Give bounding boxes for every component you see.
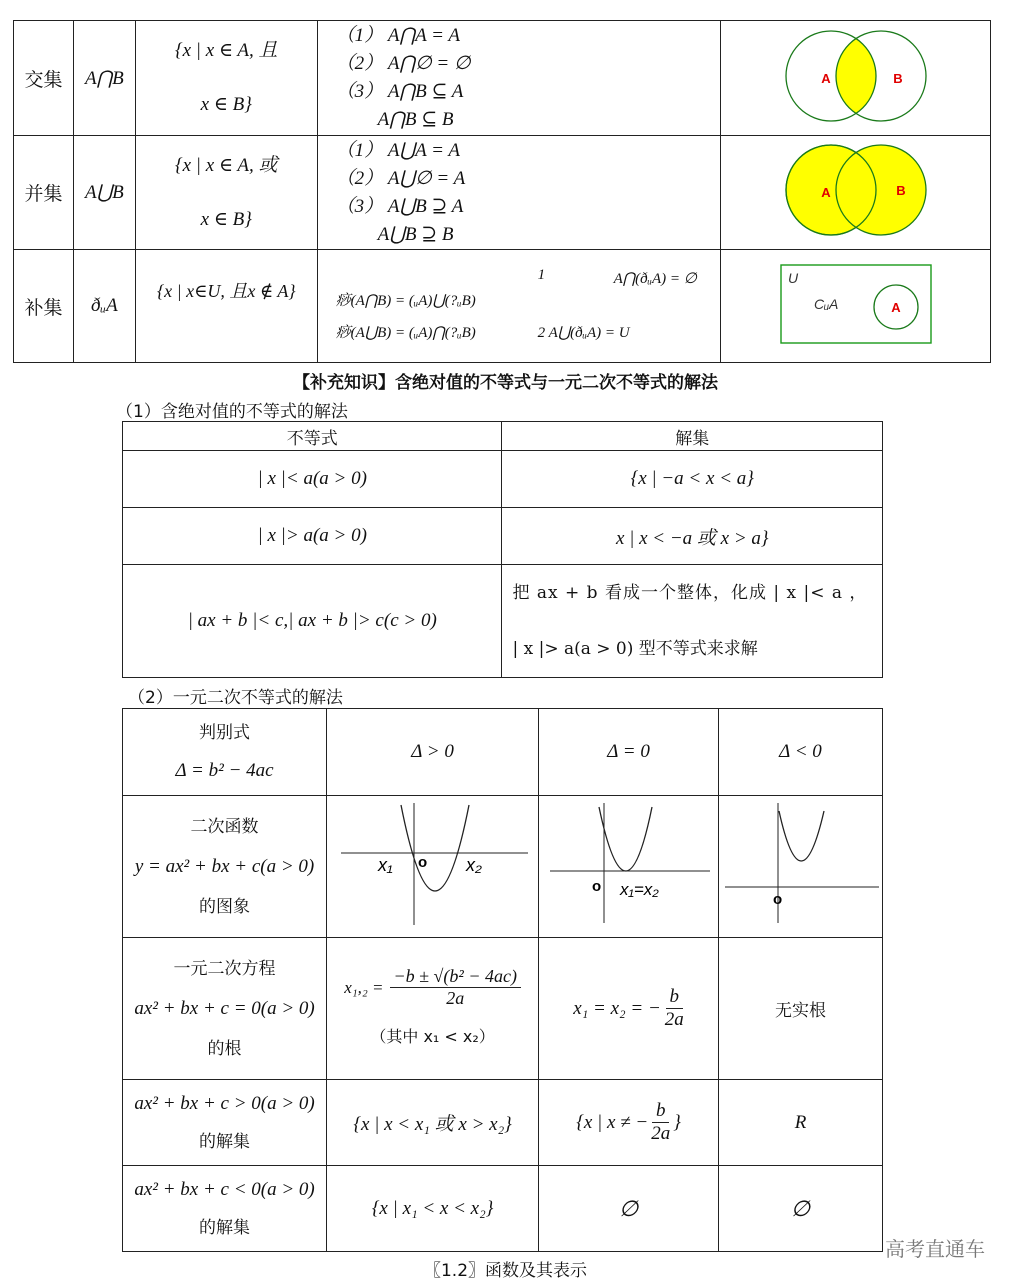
definition-line: {x | x ∈ A, 或 — [175, 154, 278, 176]
property-line: （1） A⋂A = A — [335, 25, 460, 46]
intersection-venn-diagram — [776, 26, 936, 126]
origin-label: o — [417, 854, 427, 871]
universe-rect — [781, 265, 931, 343]
parabola-two-roots-graph — [333, 799, 533, 929]
set-b-circle — [836, 145, 926, 235]
definition-line: x ∈ B} — [200, 94, 252, 115]
union-row — [14, 136, 991, 250]
set-properties — [317, 136, 721, 250]
venn-label-b: B — [892, 70, 903, 86]
formula-numerator: b — [666, 986, 684, 1009]
definition-line: {x | x∈U, 且x ∉ A} — [156, 281, 296, 301]
root-x2-label: x₂ — [465, 855, 482, 875]
set-symbol: ðᵤA — [73, 250, 135, 363]
set-properties — [317, 250, 721, 363]
table-header — [123, 422, 883, 451]
property-line: （3） A⋂B ⊆ A — [335, 81, 464, 102]
solution-line: 把 ax + b 看成一个整体，化成 | x |< a ， — [512, 583, 868, 603]
formula-denominator: 2a — [664, 1009, 684, 1030]
label-line: 一元二次方程 — [173, 958, 276, 979]
formula-denominator: 2a — [446, 988, 465, 1008]
property-line: （2） A⋂∅ = ∅ — [335, 53, 471, 74]
greater-than-row — [123, 1080, 883, 1166]
inequality-cell: | ax + b |< c,| ax + b |> c(c > 0) — [123, 565, 502, 678]
lt-negative-cell: ∅ — [719, 1166, 883, 1252]
formula-numerator: −b ± √(b² − 4ac) — [390, 966, 521, 988]
row-label — [123, 1080, 327, 1166]
gt-zero-cell — [539, 1080, 719, 1166]
root-x1-label: x₁ — [377, 855, 393, 875]
case-zero: Δ = 0 — [539, 709, 719, 796]
origin-label: o — [772, 891, 782, 908]
property-line: A⋂B ⊆ B — [377, 109, 454, 130]
venn-label-b: B — [895, 183, 906, 198]
quad-section-title: （2）一元二次不等式的解法 — [128, 688, 343, 708]
definition-line: {x | x ∈ A, 且 — [175, 40, 278, 61]
abs-section-title: （1）含绝对值的不等式的解法 — [116, 402, 348, 422]
label-line: Δ = b² − 4ac — [175, 760, 274, 781]
parabola-double-root-graph — [544, 799, 714, 929]
table-row — [123, 451, 883, 508]
set-symbol: A⋂B — [73, 21, 135, 136]
venn-label-a: A — [820, 185, 831, 200]
graph-negative-cell — [719, 796, 883, 938]
set-symbol: A⋃B — [73, 136, 135, 250]
label-line: ax² + bx + c > 0(a > 0) — [134, 1092, 315, 1114]
formula-pre: {x | x ≠ − — [576, 1111, 649, 1133]
roots-zero-cell — [539, 938, 719, 1080]
gt-zero-formula — [576, 1100, 681, 1145]
formula-fraction — [390, 966, 521, 1009]
sets-table — [13, 20, 991, 363]
formula-denominator: 2a — [651, 1123, 671, 1144]
set-definition — [135, 21, 317, 136]
complement-properties-box — [318, 251, 721, 361]
formula-fraction — [651, 1100, 670, 1145]
label-line: 的图象 — [199, 896, 251, 917]
property-line: 痧(A⋂B) = (ᵤA)⋃(?ᵤB) — [335, 293, 476, 309]
complement-row — [14, 250, 991, 363]
definition-line: x ∈ B} — [200, 208, 252, 230]
solution-line: | x |> a(a > 0) 型不等式来求解 — [512, 639, 758, 659]
label-line: 二次函数 — [190, 816, 259, 837]
table-row — [123, 565, 883, 678]
origin-label: o — [591, 878, 601, 895]
roots-row — [123, 938, 883, 1080]
quadratic-formula — [344, 966, 521, 1009]
complement-label: CᵤA — [813, 295, 838, 312]
solution-cell: x | x < −a 或 x > a} — [502, 508, 883, 565]
property-number: 1 — [537, 267, 546, 283]
intersection-row — [14, 21, 991, 136]
set-properties — [317, 21, 721, 136]
formula-fraction — [665, 986, 684, 1031]
solution-cell: {x | −a < x < a} — [502, 451, 883, 508]
property-line: 2 A⋃(ðᵤA) = U — [537, 325, 630, 341]
label-line: ax² + bx + c = 0(a > 0) — [134, 997, 315, 1019]
row-label — [123, 938, 327, 1080]
inequality-cell: | x |> a(a > 0) — [123, 508, 502, 565]
complement-venn-diagram — [776, 261, 936, 347]
roots-positive-cell — [327, 938, 539, 1080]
case-negative: Δ < 0 — [719, 709, 883, 796]
universe-label: U — [787, 269, 798, 286]
double-root-label: x₁=x₂ — [619, 880, 659, 899]
formula-lhs: x₁ = x₂ = − — [573, 997, 661, 1019]
header-solution: 解集 — [502, 422, 883, 451]
venn-cell — [721, 136, 991, 250]
roots-negative-cell: 无实根 — [719, 938, 883, 1080]
row-label — [123, 709, 327, 796]
row-label — [123, 1166, 327, 1252]
label-line: y = ax² + bx + c(a > 0) — [134, 855, 315, 877]
union-venn-diagram — [776, 140, 936, 240]
graph-zero-cell — [539, 796, 719, 938]
gt-positive-cell: {x | x < x₁ 或 x > x₂} — [327, 1080, 539, 1166]
watermark: 高考直通车 — [885, 1237, 985, 1261]
label-line: 的根 — [207, 1038, 242, 1059]
property-line: A⋂(ðᵤA) = ∅ — [613, 271, 697, 287]
venn-cell — [721, 250, 991, 363]
parabola-curve — [779, 811, 824, 861]
formula-lhs: x₁,₂ = — [344, 977, 384, 997]
property-line: （3） A⋃B ⊇ A — [335, 195, 464, 217]
property-line: A⋃B ⊇ B — [377, 223, 454, 245]
set-definition — [135, 250, 317, 363]
header-inequality: 不等式 — [123, 422, 502, 451]
footer-section-title: 〖1.2〗函数及其表示 — [423, 1261, 588, 1281]
lt-positive-cell: {x | x₁ < x < x₂} — [327, 1166, 539, 1252]
parabola-curve — [401, 805, 469, 891]
venn-label-a: A — [890, 299, 901, 315]
double-root-formula — [573, 986, 684, 1031]
quadratic-inequality-table — [122, 708, 883, 1252]
supplement-title: 【补充知识】含绝对值的不等式与一元二次不等式的解法 — [293, 373, 718, 393]
label-line: 判别式 — [199, 723, 251, 743]
inequality-cell: | x |< a(a > 0) — [123, 451, 502, 508]
label-line: 的解集 — [199, 1131, 251, 1152]
formula-post: } — [673, 1111, 681, 1133]
solution-cell — [502, 565, 883, 678]
row-label — [123, 796, 327, 938]
abs-inequality-table — [122, 421, 883, 678]
case-positive: Δ > 0 — [327, 709, 539, 796]
parabola-no-root-graph — [721, 799, 881, 929]
less-than-row — [123, 1166, 883, 1252]
gt-negative-cell: R — [719, 1080, 883, 1166]
set-name: 并集 — [14, 136, 74, 250]
venn-label-a: A — [820, 70, 831, 86]
label-line: 的解集 — [199, 1217, 251, 1238]
set-name: 交集 — [14, 21, 74, 136]
discriminant-row — [123, 709, 883, 796]
formula-numerator: b — [652, 1100, 670, 1123]
property-line: （2） A⋃∅ = A — [335, 167, 466, 189]
table-row — [123, 508, 883, 565]
venn-cell — [721, 21, 991, 136]
label-line: ax² + bx + c < 0(a > 0) — [134, 1178, 315, 1200]
graph-row — [123, 796, 883, 938]
formula-note: （其中 x₁ < x₂） — [370, 1027, 495, 1046]
parabola-curve — [599, 807, 652, 871]
set-name: 补集 — [14, 250, 74, 363]
property-line: 痧(A⋃B) = (ᵤA)⋂(?ᵤB) — [335, 325, 476, 341]
lt-zero-cell: ∅ — [539, 1166, 719, 1252]
property-line: （1） A⋃A = A — [335, 139, 460, 161]
set-definition — [135, 136, 317, 250]
graph-positive-cell — [327, 796, 539, 938]
